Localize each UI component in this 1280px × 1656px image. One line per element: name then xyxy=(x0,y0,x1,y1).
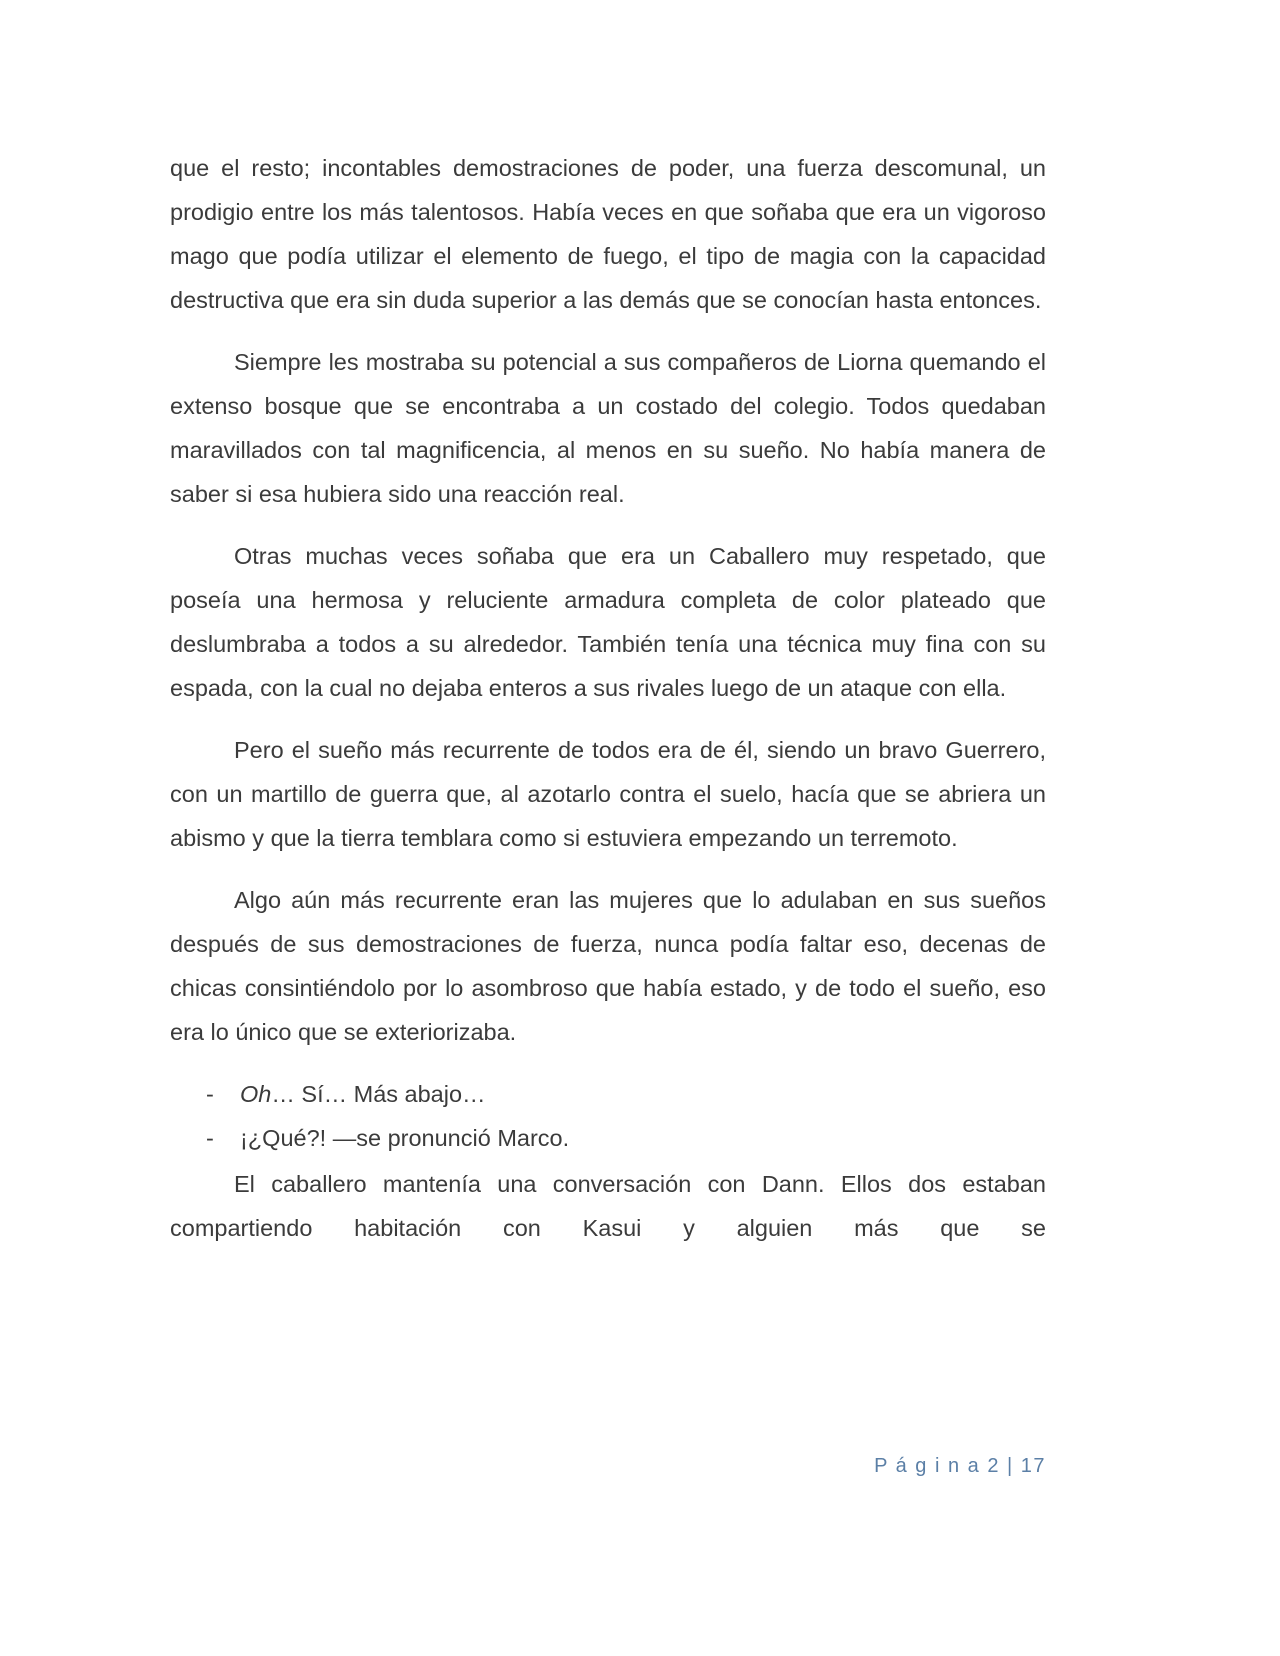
page-body-text xyxy=(170,146,1046,1250)
paragraph: Otras muchas veces soñaba que era un Caballero muy respetado, que poseía una hermosa y reluciente armadura completa de color plateado que deslumbraba a todos a su alrededor. También tenía una técnica muy fina con su espada, con la cual no dejaba enteros a sus rivales luego de un ataque con ella. xyxy=(170,543,1046,701)
paragraph: que el resto; incontables demostraciones de poder, una fuerza descomunal, un prodigio entre los más talentosos. Había veces en que soñaba que era un vigoroso mago que podía utilizar el elemento de fuego, el tipo de magia con la capacidad destructiva que era sin duda superior a las demás que se conocían hasta entonces. xyxy=(170,155,1046,313)
dialogue-rest: ¡¿Qué?! —se pronunció Marco. xyxy=(240,1125,570,1151)
dialogue-text xyxy=(240,1072,486,1116)
dialogue-rest: … Sí… Más abajo… xyxy=(271,1081,486,1107)
dialogue-line xyxy=(170,1072,1046,1116)
paragraph: Algo aún más recurrente eran las mujeres que lo adulaban en sus sueños después de sus demostraciones de fuerza, nunca podía faltar eso, decenas de chicas consintiéndolo por lo asombroso que había estado, y de todo el sueño, eso era lo único que se exteriorizaba. xyxy=(170,887,1046,1045)
dialogue-italic-lead: Oh xyxy=(240,1081,272,1107)
paragraph: Pero el sueño más recurrente de todos era de él, siendo un bravo Guerrero, con un martillo de guerra que, al azotarlo contra el suelo, hacía que se abriera un abismo y que la tierra temblara como si estuviera empezando un terremoto. xyxy=(170,737,1046,851)
dialogue-text xyxy=(240,1116,569,1160)
dialogue-dash: - xyxy=(206,1125,214,1151)
page-number-footer: P á g i n a 2 | 17 xyxy=(874,1455,1046,1477)
dialogue-line xyxy=(170,1116,1046,1160)
paragraph: Siempre les mostraba su potencial a sus compañeros de Liorna quemando el extenso bosque que se encontraba a un costado del colegio. Todos quedaban maravillados con tal magnificencia, al menos en su sueño. No había manera de saber si esa hubiera sido una reacción real. xyxy=(170,349,1046,507)
dialogue-block xyxy=(170,1072,1046,1160)
paragraph: El caballero mantenía una conversación con Dann. Ellos dos estaban compartiendo habitación con Kasui y alguien más que se xyxy=(170,1171,1046,1241)
dialogue-dash: - xyxy=(206,1081,214,1107)
